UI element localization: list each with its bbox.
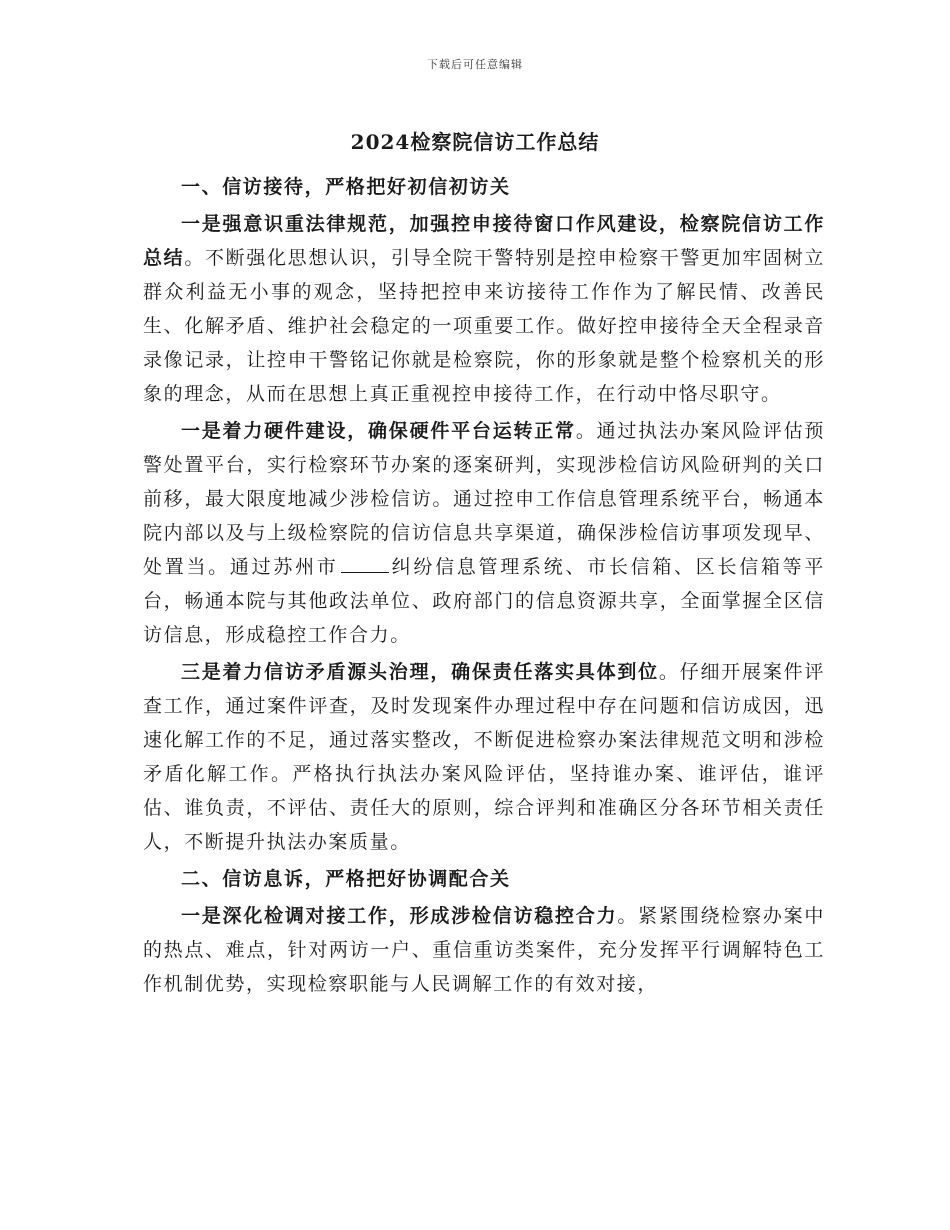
paragraph — [143, 414, 825, 652]
document-title: 2024检察院信访工作总结 — [350, 130, 600, 154]
paragraph — [143, 207, 825, 411]
page-header-note: 下载后可任意编辑 — [427, 58, 523, 71]
section-heading: 二、信访息诉，严格把好协调配合关 — [181, 868, 511, 890]
paragraph-text-continued: 纠纷信息管理系统、市长信箱、区长信箱等平台，畅通本院与其他政法单位、政府部门的信息资源共享，全面掌握全区信访信息，形成稳控工作合力。 — [143, 556, 825, 646]
paragraph-lead: 一是深化检调对接工作，形成涉检信访稳控合力 — [181, 905, 618, 927]
paragraph-text: 。仔细开展案件评查工作，通过案件评查，及时发现案件办理过程中存在问题和信访成因，迅速化解工作的不足，通过落实整改，不断促进检察办案法律规范文明和涉检矛盾化解工作。严格执行执法办案风险评估，坚持谁办案、谁评估，谁评估、谁负责，不评估、责任大的原则，综合评判和准确区分各环节相关责任人，不断提升执法办案质量。 — [143, 661, 825, 853]
paragraph-text: 。不断强化思想认识，引导全院干警特别是控申检察干警更加牢固树立群众利益无小事的观念，坚持把控申来访接待工作作为了解民情、改善民生、化解矛盾、维护社会稳定的一项重要工作。做好控申接待全天全程录音录像记录，让控申干警铭记你就是检察院，你的形象就是整个检察机关的形象的理念，从而在思想上真正重视控申接待工作，在行动中恪尽职守。 — [143, 247, 825, 405]
paragraph — [143, 655, 825, 859]
paragraph-lead: 一是着力硬件建设，确保硬件平台运转正常 — [181, 420, 576, 442]
blank-underline — [341, 553, 389, 573]
paragraph-text: 。紧紧围绕检察办案中的热点、难点，针对两访一户、重信重访类案件，充分发挥平行调解特色工作机制优势，实现检察职能与人民调解工作的有效对接， — [143, 905, 825, 995]
paragraph-text: 。通过执法办案风险评估预警处置平台，实行检察环节办案的逐案研判，实现涉检信访风险研判的关口前移，最大限度地减少涉检信访。通过控申工作信息管理系统平台，畅通本院内部以及与上级检察院的信访信息共享渠道，确保涉检信访事项发现早、处置当。通过苏州市 — [143, 420, 826, 578]
section-heading: 一、信访接待，严格把好初信初访关 — [181, 176, 511, 198]
document-body — [143, 170, 825, 1004]
paragraph-lead: 一是强意识重法律规范，加强控申接待窗口作风建设，检察院信访工作总结 — [143, 213, 825, 269]
paragraph — [143, 899, 825, 1001]
paragraph-lead: 三是着力信访矛盾源头治理，确保责任落实具体到位 — [181, 661, 659, 683]
